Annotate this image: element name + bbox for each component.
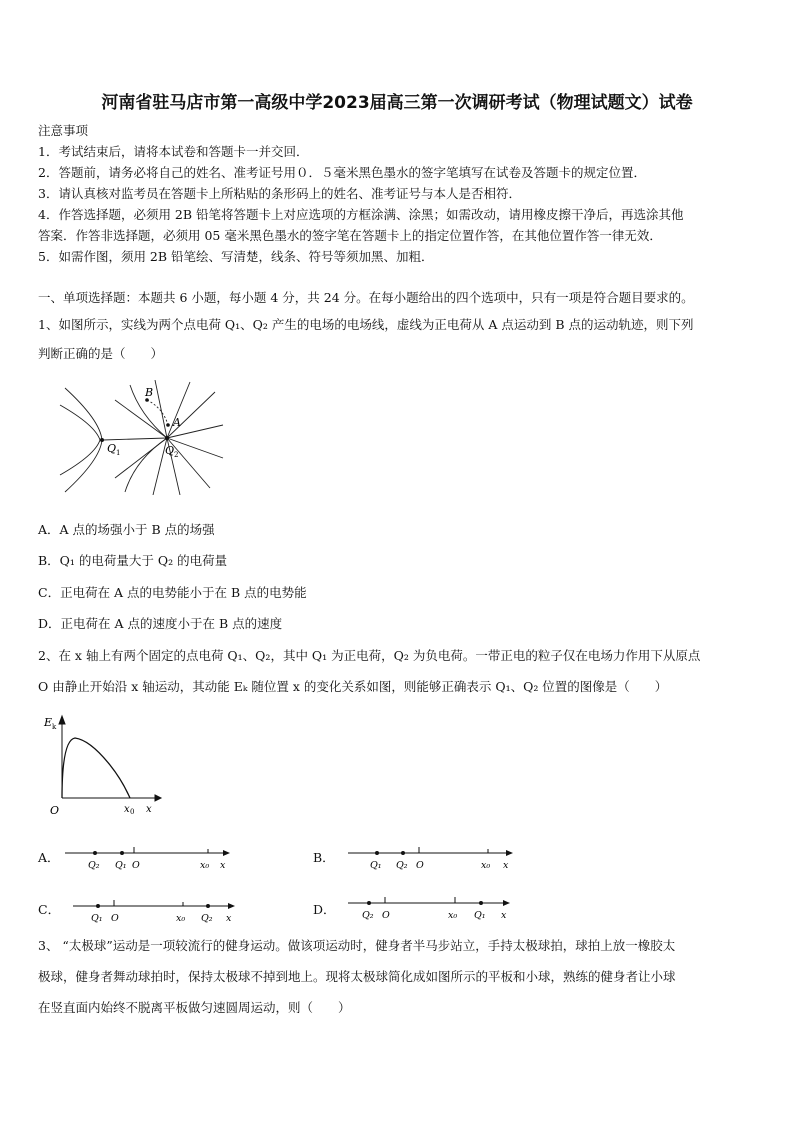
q1-dot: [120, 851, 124, 855]
section-1-heading: 一、单项选择题：本题共 6 小题，每小题 4 分，共 24 分。在每小题给出的四个选项中，只有一项是符合题目要求的。: [38, 290, 694, 305]
q2-dot: [367, 901, 371, 905]
field-lines-figure: [55, 380, 225, 495]
q2-option-a-axis: [60, 843, 235, 873]
label-b: B: [145, 386, 154, 399]
q1-charge-dot: [100, 438, 104, 442]
y-axis-arrow: [59, 716, 65, 724]
label: x: [501, 910, 507, 921]
q2-option-b-letter: B．: [313, 850, 335, 865]
q1-dot: [96, 904, 100, 908]
label-q1-sub: 1: [116, 449, 121, 457]
label: x: [503, 860, 509, 871]
question-2-stem: 2、在 x 轴上有两个固定的点电荷 Q₁、Q₂，其中 Q₁ 为正电荷，Q₂ 为负电荷。一带正电的粒子仅在电场力作用下从原点: [38, 648, 701, 663]
label: Q₁: [91, 913, 103, 924]
q1-option-c: C．正电荷在 A 点的电势能小于在 B 点的电势能: [38, 585, 307, 600]
label: Q₂: [362, 910, 374, 921]
label: Q₂: [201, 913, 213, 924]
q2-option-c-letter: C．: [38, 902, 61, 917]
notice-item-5: 5．如需作图，须用 2B 铅笔绘、写清楚，线条、符号等须加黑、加粗．: [38, 249, 434, 264]
ek-label: E: [44, 716, 53, 729]
label: x: [226, 913, 232, 924]
q2-dot: [206, 904, 210, 908]
q2-option-b-axis: [343, 843, 518, 873]
notice-item-1: 1．考试结束后，请将本试卷和答题卡一并交回．: [38, 144, 309, 159]
ek-x-graph: [40, 710, 170, 820]
q1-dot: [375, 851, 379, 855]
label-q2-sub: 2: [174, 451, 179, 459]
label: Q₂: [396, 860, 408, 871]
x0-label-sub: 0: [130, 808, 135, 816]
label-q2: Q: [165, 444, 175, 457]
x-label: x: [146, 804, 152, 815]
q1-dot: [479, 901, 483, 905]
origin-label: O: [50, 804, 60, 817]
label-q1: Q: [107, 442, 117, 455]
question-2-stem-cont: O 由静止开始沿 x 轴运动，其动能 Eₖ 随位置 x 的变化关系如图，则能够正确表示 Q₁、Q₂ 位置的图像是（ ）: [38, 679, 668, 694]
q2-option-a-letter: A．: [38, 850, 60, 865]
label: Q₁: [474, 910, 486, 921]
label: O: [382, 910, 390, 921]
notice-item-3: 3．请认真核对监考员在答题卡上所粘贴的条形码上的姓名、准考证号与本人是否相符．: [38, 186, 521, 201]
question-3-stem-cont: 极球，健身者舞动球拍时，保持太极球不掉到地上。现将太极球简化成如图所示的平板和小球，熟练的健身者让小球: [38, 969, 676, 984]
question-3-stem-cont-2: 在竖直面内始终不脱离平板做匀速圆周运动，则（ ）: [38, 1000, 351, 1015]
q1-option-b: B．Q₁ 的电荷量大于 Q₂ 的电荷量: [38, 553, 228, 568]
q2-option-c-axis: [68, 896, 243, 926]
notice-item-4: 4．作答选择题，必须用 2B 铅笔将答题卡上对应选项的方框涂满、涂黑；如需改动，请用橡皮擦干净后，再选涂其他: [38, 207, 684, 222]
q1-option-a: A．A 点的场强小于 B 点的场强: [38, 522, 215, 537]
label: O: [416, 860, 424, 871]
question-3-stem: 3、 “太极球”运动是一项较流行的健身运动。做该项运动时，健身者半马步站立，手持太极球拍，球拍上放一橡胶太: [38, 938, 676, 953]
notice-item-4-cont: 答案．作答非选择题，必须用 05 毫米黑色墨水的签字笔在答题卡上的指定位置作答，在其他位置作答一律无效．: [38, 228, 662, 243]
question-1-stem: 1、如图所示，实线为两个点电荷 Q₁、Q₂ 产生的电场的电场线，虚线为正电荷从 A 点运动到 B 点的运动轨迹，则下列: [38, 317, 694, 332]
label: O: [132, 860, 140, 871]
x-axis-arrow: [155, 795, 161, 801]
label: x: [220, 860, 226, 871]
label: x₀: [200, 860, 210, 871]
ek-curve: [62, 738, 130, 798]
label: x₀: [176, 913, 186, 924]
label: Q₁: [115, 860, 127, 871]
page-title: 河南省驻马店市第一高级中学2023届高三第一次调研考试（物理试题文）试卷: [101, 93, 693, 113]
notice-heading: 注意事项: [38, 123, 89, 138]
label: x₀: [448, 910, 458, 921]
question-1-stem-cont: 判断正确的是（ ）: [38, 346, 164, 361]
label: Q₂: [88, 860, 100, 871]
q2-dot: [401, 851, 405, 855]
label: O: [111, 913, 119, 924]
q1-option-d: D．正电荷在 A 点的速度小于在 B 点的速度: [38, 616, 283, 631]
label: x₀: [481, 860, 491, 871]
q2-charge-dot: [165, 436, 169, 440]
q2-dot: [93, 851, 97, 855]
notice-item-2: 2．答题前，请务必将自己的姓名、准考证号用０．５毫米黑色墨水的签字笔填写在试卷及答题卡的规定位置．: [38, 165, 646, 180]
x0-label: x: [124, 804, 130, 815]
point-a-dot: [166, 423, 170, 427]
ek-label-sub: k: [52, 723, 57, 731]
q2-option-d-axis: [343, 893, 518, 923]
label-a: A: [173, 416, 181, 429]
label: Q₁: [370, 860, 382, 871]
q2-option-d-letter: D．: [313, 902, 336, 917]
